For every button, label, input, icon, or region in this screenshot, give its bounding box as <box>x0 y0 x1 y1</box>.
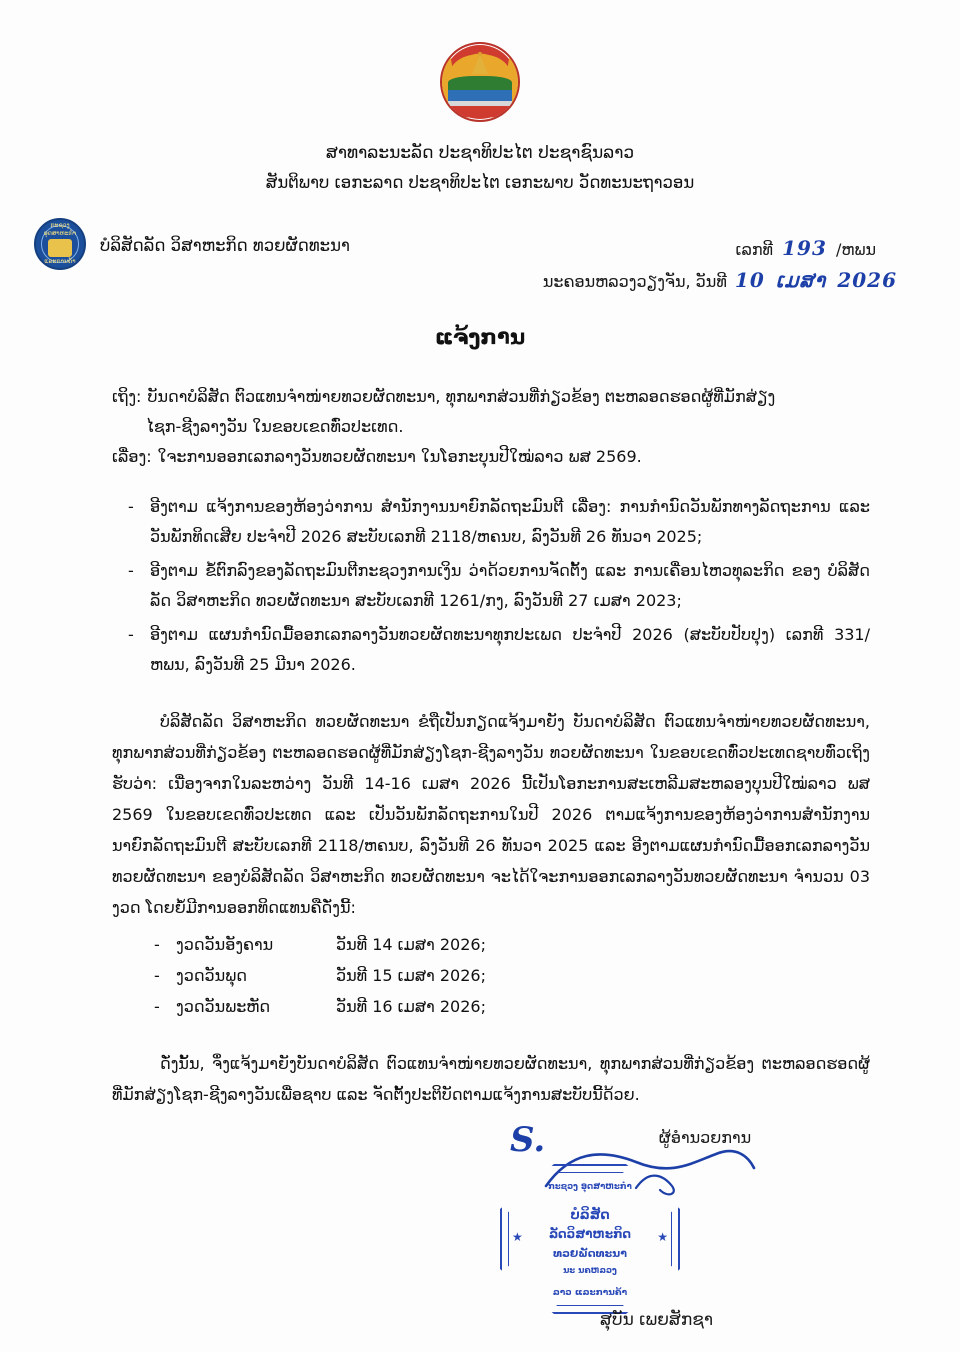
stamp-line-3: ລັດວິສາຫະກິດ <box>548 1227 632 1241</box>
stamp-line-6: ລາວ ແລະການຄ້າ <box>552 1288 628 1298</box>
draw-label: ງວດວັນພຸດ <box>176 966 247 985</box>
stamp-star-right-icon: ★ <box>657 1230 668 1244</box>
draw-label: ງວດວັນອັງຄານ <box>176 935 274 954</box>
document-body <box>112 382 870 1110</box>
signature-block <box>470 1120 900 1338</box>
reference-number-label: ເລກທີ <box>735 240 774 259</box>
draw-label: ງວດວັນພະຫັດ <box>176 997 271 1016</box>
handwritten-signature: S. <box>510 1120 546 1160</box>
logo-text-top: ກະຊວງອຸດສາຫະກຳ <box>43 222 77 237</box>
field-recipient-label: ເຖິງ: <box>112 387 142 406</box>
list-item <box>150 991 870 1022</box>
official-stamp <box>500 1164 680 1314</box>
national-motto: ສັນຕິພາບ ເອກະລາດ ປະຊາທິປະໄຕ ເອກະພາບ ວັດທະນະຖາວອນ <box>265 173 695 192</box>
list-item: - ອີງຕາມ ຂໍ້ຕົກລົງຂອງລັດຖະມົນຕີກະຊວງການເງິນ ວ່າດ້ວຍການຈັດຕັ້ງ ແລະ ການເຄື່ອນໄຫວທຸລະກິດ ຂອງ ບໍລິສັດລັດ ວິສາຫະກິດ ທວຍຜັດທະນາ ສະບັບເລກທີ 1261/ກງ, ລົງວັນທີ 27 ເມສາ 2023; <box>122 556 870 616</box>
signer-name: ສຸບັນ ເພຍສັກຊາ <box>600 1310 714 1330</box>
main-paragraph: ບໍລິສັດລັດ ວິສາຫະກິດ ທວຍຜັດທະນາ ຂໍຖືເປັນກຽດແຈ້ງມາຍັງ ບັນດາບໍລິສັດ ຕົວແທນຈຳໜ່າຍທວຍຜັດທະນາ, ທຸກພາກສ່ວນທີ່ກ່ຽວຂ້ອງ ຕະຫລອດຮອດຜູ້ທີ່ມັກສ່ຽງໂຊກ-ຊີງລາງວັນ ທວຍຜັດທະນາ ໃນຂອບເຂດທົ່ວປະເທດຊາບທົ່ວເຖິງຮັບວ່າ: ເນື່ອງຈາກໃນລະຫວ່າງ ວັນທີ 14-16 ເມສາ 2026 ນີ້ເປັນໂອກະການສະເຫລີມສະຫລອງບຸນປີໃໝ່ລາວ ພສ 2569 ໃນຂອບເຂດທົ່ວປະເທດ ແລະ ເປັນວັນພັກລັດຖະການໃນປີ 2026 ຕາມແຈ້ງການຂອງຫ້ອງວ່າການສຳນັກງານນາຍົກລັດຖະມົນຕີ ສະບັບເລກທີ 2118/ຫຄນບ, ລົງວັນທີ 26 ທັນວາ 2025 ແລະ ອີງຕາມແຜນກຳນົດມື້ອອກເລກລາງວັນທວຍຜັດທະນາ ຂອງບໍລິສັດລັດ ວິສາຫະກິດ ທວຍຜັດທະນາ ຈະໄດ້ໃຈະການອອກເລກລາງວັນທວຍຜັດທະນາ ຈຳນວນ 03 ງວດ ໂດຍຍໍ້ມີການອອກທິດແທນຄືດັ່ງນີ້: <box>112 712 870 917</box>
list-item <box>150 960 870 991</box>
field-subject <box>112 442 870 472</box>
stamp-line-5: ນະ ນຄຫລວງ <box>563 1266 617 1276</box>
logo-text-bottom: ແລະການຄ້າ <box>44 258 76 265</box>
closing-paragraph: ດັ່ງນັ້ນ, ຈຶ່ງແຈ້ງມາຍັງບັນດາບໍລິສັດ ຕົວແທນຈຳໜ່າຍທວຍຜັດທະນາ, ທຸກພາກສ່ວນທີ່ກ່ຽວຂ້ອງ ຕະຫລອດຮອດຜູ້ທີ່ມັກສ່ຽງໂຊກ-ຊີງລາງວັນເພື່ອຊາບ ແລະ ຈັດຕັ້ງປະຕິບັດຕາມແຈ້ງການສະບັບນີ້ດ້ວຍ. <box>112 1054 870 1104</box>
list-item <box>150 929 870 960</box>
field-recipient-value-line2: ໄຊກ-ຊີງລາງວັນ ໃນຂອບເຂດທົ່ວປະເທດ. <box>146 417 404 436</box>
reference-place-label: ນະຄອນຫລວງວຽງຈັນ, ວັນທີ <box>542 272 727 291</box>
organization-name: ບໍລິສັດລັດ ວິສາຫະກິດ ທວຍຜັດທະນາ <box>100 236 350 255</box>
reference-number-line <box>735 236 876 260</box>
stamp-line-1: ກະຊວງ ອຸດສາຫະກຳ <box>548 1182 632 1192</box>
field-recipient <box>112 382 870 412</box>
signature-title: ຜູ້ອຳນວຍການ <box>658 1128 752 1147</box>
stamp-line-2: ບໍລິສັດ <box>570 1208 610 1223</box>
country-name: ສາທາລະນະລັດ ປະຊາທິປະໄຕ ປະຊາຊົນລາວ <box>325 143 635 163</box>
reference-number-suffix: /ຫພນ <box>835 240 876 259</box>
field-recipient-value: ບັນດາບໍລິສັດ ຕົວແທນຈຳໜ່າຍທວຍຜັດທະນາ, ທຸກພາກສ່ວນທີ່ກ່ຽວຂ້ອງ ຕະຫລອດຮອດຜູ້ທີ່ມັກສ່ຽງ <box>147 387 776 406</box>
reference-number-value: 193 <box>782 236 827 260</box>
reference-date-month: ເມສາ <box>775 268 827 292</box>
field-subject-label: ເລື່ອງ: <box>112 447 152 466</box>
reference-date-line <box>543 268 900 292</box>
draw-date: ວັນທີ 15 ເມສາ 2026; <box>336 966 486 985</box>
reference-date-day: 10 <box>734 268 765 292</box>
legal-basis-list <box>112 492 870 680</box>
stamp-line-4: ທວຍພັດທະນາ <box>553 1247 627 1260</box>
emblem-water <box>448 90 512 101</box>
stamp-star-left-icon: ★ <box>512 1230 523 1244</box>
logo-monogram <box>48 239 72 257</box>
draw-schedule-list <box>112 929 870 1022</box>
organization-logo-icon <box>34 218 86 270</box>
list-item: - ອີງຕາມ ແຜນກຳນົດມື້ອອກເລກລາງວັນທວຍຜັດທະນາທຸກປະເພດ ປະຈຳປີ 2026 (ສະບັບປັບປຸງ) ເລກທີ 331/ຫພນ, ລົງວັນທີ 25 ມີນາ 2026. <box>122 620 870 680</box>
lao-national-emblem-icon <box>440 42 520 122</box>
emblem-ribbon <box>442 106 518 118</box>
draw-date: ວັນທີ 14 ເມສາ 2026; <box>336 935 486 954</box>
list-item: - ອີງຕາມ ແຈ້ງການຂອງຫ້ອງວ່າການ ສຳນັກງານນາຍົກລັດຖະມົນຕີ ເລື່ອງ: ການກຳນົດວັນພັກທາງລັດຖະການ ແລະ ວັນພັກທິດເສີຍ ປະຈຳປີ 2026 ສະບັບເລກທີ 2118/ຫຄນບ, ລົງວັນທີ 26 ທັນວາ 2025; <box>122 492 870 552</box>
reference-date-year: 2026 <box>837 268 897 292</box>
field-subject-value: ໃຈະການອອກເລກລາງວັນທວຍຜັດທະນາ ໃນໂອກະບຸນປີໃໝ່ລາວ ພສ 2569. <box>157 447 642 466</box>
page-title: ແຈ້ງການ <box>434 325 526 349</box>
document-header <box>0 138 960 198</box>
draw-date: ວັນທີ 16 ເມສາ 2026; <box>336 997 486 1016</box>
national-emblem-container <box>0 42 960 122</box>
emblem-stupa <box>472 54 488 74</box>
